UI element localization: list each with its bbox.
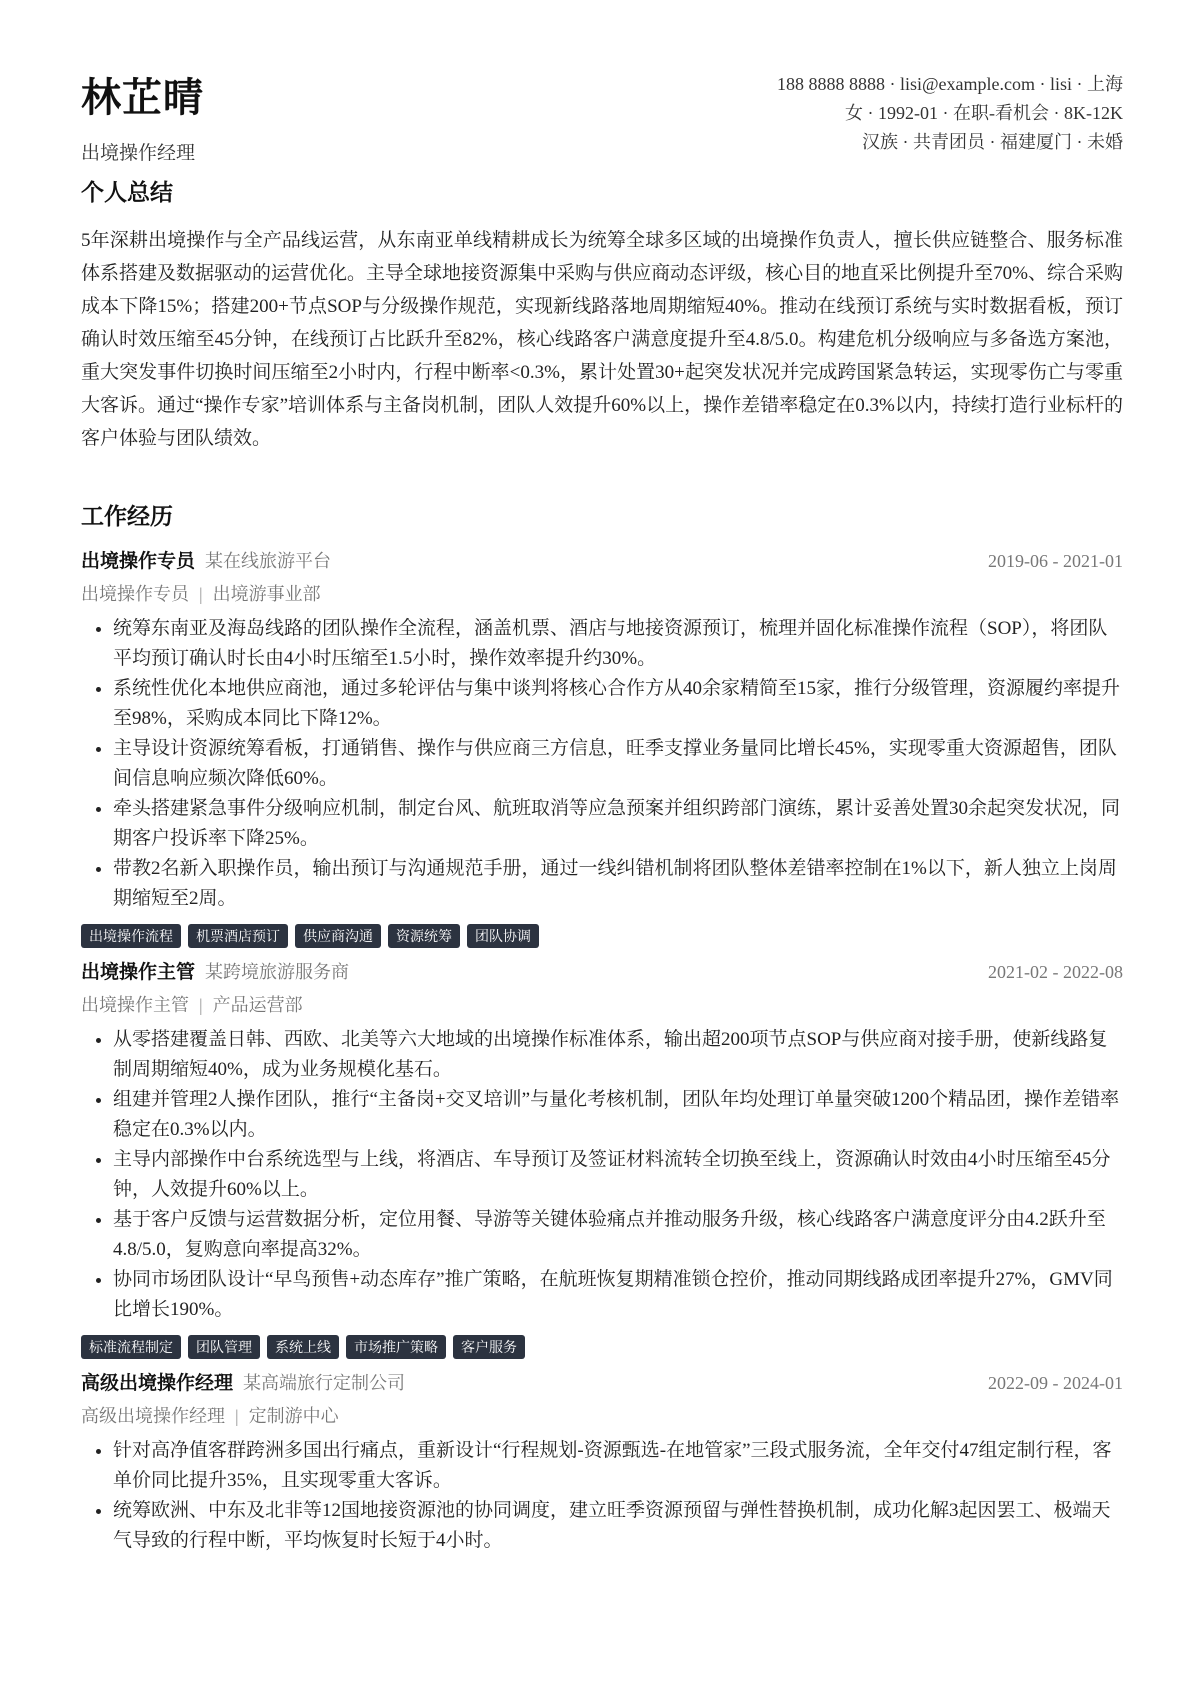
job-bullet-list	[81, 614, 1123, 914]
job-bullet: • 统筹东南亚及海岛线路的团队操作全流程，涵盖机票、酒店与地接资源预订，梳理并固化标准操作流程（SOP），将团队平均预订确认时长由4小时压缩至1.5小时，操作效率提升约30%。	[113, 614, 1123, 674]
skill-tag: 客户服务	[453, 1335, 525, 1359]
job-bullet-list	[81, 1436, 1123, 1556]
job-department: 出境游事业部	[212, 584, 321, 604]
job-position: 出境操作主管	[81, 995, 189, 1015]
job-entry	[81, 957, 1123, 1359]
job-department: 定制游中心	[248, 1406, 339, 1426]
job-date: 2021-02 - 2022-08	[988, 962, 1123, 982]
job-subline	[81, 989, 1123, 1021]
summary-heading: 个人总结	[81, 180, 173, 205]
resume-page	[81, 70, 1123, 1556]
job-header	[81, 957, 1123, 987]
skill-tag: 资源统筹	[388, 924, 460, 948]
job-bullet: • 主导设计资源统筹看板，打通销售、操作与供应商三方信息，旺季支撑业务量同比增长45%，实现零重大资源超售，团队间信息响应频次降低60%。	[113, 734, 1123, 794]
skill-tag: 系统上线	[267, 1335, 339, 1359]
contact-line-3: 汉族 · 共青团员 · 福建厦门 · 未婚	[862, 132, 1123, 152]
work-experience-list	[81, 546, 1123, 1556]
job-date: 2022-09 - 2024-01	[988, 1373, 1123, 1393]
job-bullet: • 牵头搭建紧急事件分级响应机制，制定台风、航班取消等应急预案并组织跨部门演练，累计妥善处置30余起突发状况，同期客户投诉率下降25%。	[113, 794, 1123, 854]
skill-tag: 机票酒店预订	[188, 924, 288, 948]
work-experience-heading: 工作经历	[81, 504, 173, 529]
job-separator: |	[199, 995, 203, 1015]
job-bullet: • 针对高净值客群跨洲多国出行痛点，重新设计“行程规划-资源甄选-在地管家”三段式服务流，全年交付47组定制行程，客单价同比提升35%，且实现零重大客诉。	[113, 1436, 1123, 1496]
job-entry	[81, 546, 1123, 948]
job-company: 某在线旅游平台	[205, 551, 332, 571]
job-company: 某跨境旅游服务商	[205, 962, 350, 982]
job-subline	[81, 1400, 1123, 1432]
summary-text: 5年深耕出境操作与全产品线运营，从东南亚单线精耕成长为统筹全球多区域的出境操作负责人，擅长供应链整合、服务标准体系搭建及数据驱动的运营优化。主导全球地接资源集中采购与供应商动态评级，核心目的地直采比例提升至70%、综合采购成本下降15%；搭建200+节点SOP与分级操作规范，实现新线路落地周期缩短40%。推动在线预订系统与实时数据看板，预订确认时效压缩至45分钟，在线预订占比跃升至82%，核心线路客户满意度提升至4.8/5.0。构建危机分级响应与多备选方案池，重大突发事件切换时间压缩至2小时内，行程中断率<0.3%，累计处置30+起突发状况并完成跨国紧急转运，实现零伤亡与零重大客诉。通过“操作专家”培训体系与主备岗机制，团队人效提升60%以上，操作差错率稳定在0.3%以内，持续打造行业标杆的客户体验与团队绩效。	[81, 230, 1123, 449]
job-bullet: • 基于客户反馈与运营数据分析，定位用餐、导游等关键体验痛点并推动服务升级，核心线路客户满意度评分由4.2跃升至4.8/5.0，复购意向率提高32%。	[113, 1205, 1123, 1265]
job-header	[81, 1368, 1123, 1398]
job-bullet: • 带教2名新入职操作员，输出预订与沟通规范手册，通过一线纠错机制将团队整体差错率控制在1%以下，新人独立上岗周期缩短至2周。	[113, 854, 1123, 914]
job-role: 出境操作主管	[81, 962, 196, 983]
skill-tag: 团队管理	[188, 1335, 260, 1359]
job-bullet: • 系统性优化本地供应商池，通过多轮评估与集中谈判将核心合作方从40余家精简至15家，推行分级管理，资源履约率提升至98%，采购成本同比下降12%。	[113, 674, 1123, 734]
job-department: 产品运营部	[212, 995, 303, 1015]
job-role: 高级出境操作经理	[81, 1373, 234, 1394]
job-position: 出境操作专员	[81, 584, 189, 604]
contact-info	[777, 70, 1123, 157]
skill-tag: 团队协调	[467, 924, 539, 948]
candidate-title: 出境操作经理	[81, 143, 196, 164]
job-bullet-list	[81, 1025, 1123, 1325]
job-separator: |	[235, 1406, 239, 1426]
skill-tag: 出境操作流程	[81, 924, 181, 948]
job-subline	[81, 578, 1123, 610]
job-company: 某高端旅行定制公司	[243, 1373, 406, 1393]
skill-tag: 标准流程制定	[81, 1335, 181, 1359]
job-header	[81, 546, 1123, 576]
job-separator: |	[199, 584, 203, 604]
skill-tags	[81, 924, 1123, 948]
job-role: 出境操作专员	[81, 551, 196, 572]
skill-tag: 供应商沟通	[295, 924, 381, 948]
candidate-name: 林芷晴	[81, 75, 204, 120]
resume-header	[81, 70, 1123, 170]
job-position: 高级出境操作经理	[81, 1406, 225, 1426]
job-bullet: • 统筹欧洲、中东及北非等12国地接资源池的协同调度，建立旺季资源预留与弹性替换机制，成功化解3起因罢工、极端天气导致的行程中断，平均恢复时长短于4小时。	[113, 1496, 1123, 1556]
skill-tag: 市场推广策略	[346, 1335, 446, 1359]
job-entry	[81, 1368, 1123, 1556]
job-bullet: • 从零搭建覆盖日韩、西欧、北美等六大地域的出境操作标准体系，输出超200项节点SOP与供应商对接手册，使新线路复制周期缩短40%，成为业务规模化基石。	[113, 1025, 1123, 1085]
contact-line-2: 女 · 1992-01 · 在职-看机会 · 8K-12K	[845, 103, 1123, 123]
job-bullet: • 组建并管理2人操作团队，推行“主备岗+交叉培训”与量化考核机制，团队年均处理订单量突破1200个精品团，操作差错率稳定在0.3%以内。	[113, 1085, 1123, 1145]
skill-tags	[81, 1335, 1123, 1359]
contact-line-1: 188 8888 8888 · lisi@example.com · lisi · 上海	[776, 74, 1123, 94]
job-bullet: • 协同市场团队设计“早鸟预售+动态库存”推广策略，在航班恢复期精准锁仓控价，推动同期线路成团率提升27%，GMV同比增长190%。	[113, 1265, 1123, 1325]
job-date: 2019-06 - 2021-01	[988, 551, 1123, 571]
job-bullet: • 主导内部操作中台系统选型与上线，将酒店、车导预订及签证材料流转全切换至线上，资源确认时效由4小时压缩至45分钟，人效提升60%以上。	[113, 1145, 1123, 1205]
